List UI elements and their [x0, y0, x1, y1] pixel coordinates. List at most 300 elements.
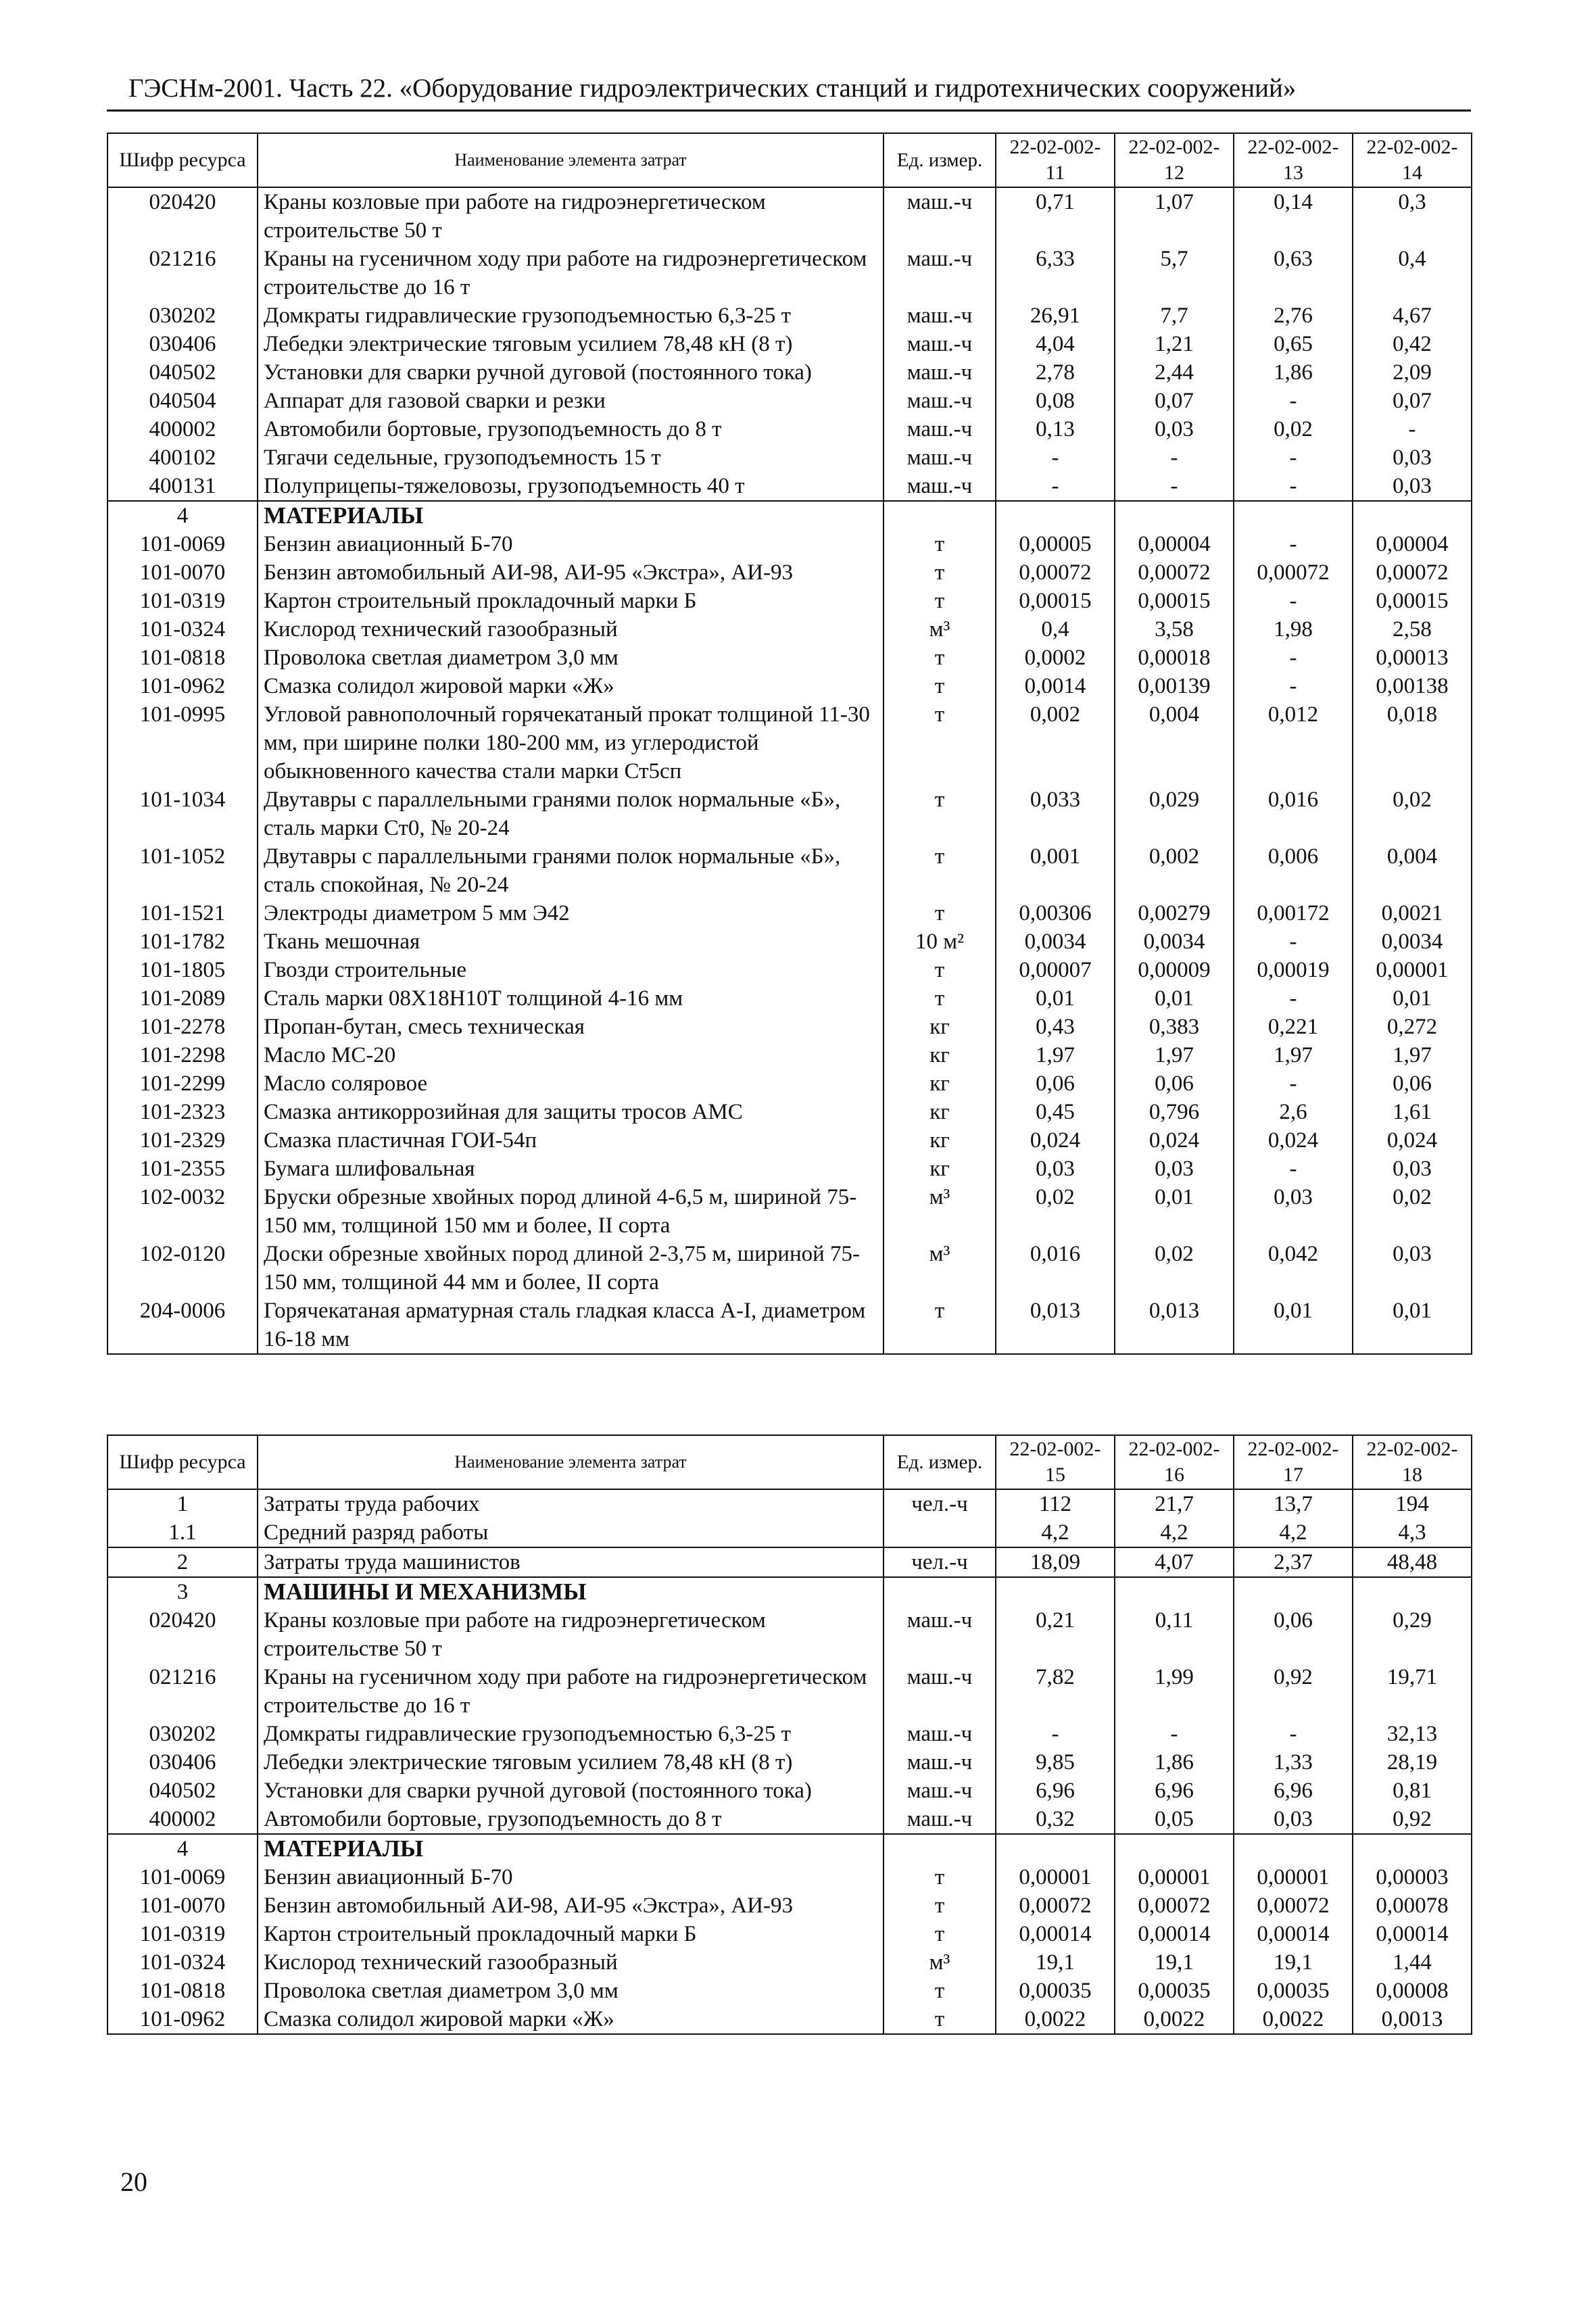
unit-cell: т — [884, 842, 996, 899]
unit-cell: м³ — [884, 1948, 996, 1977]
resource-code-cell: 101-2329 — [107, 1126, 258, 1155]
table-row — [107, 1240, 1472, 1297]
resource-code-cell: 101-1521 — [107, 899, 258, 927]
value-cell: 0,14 — [1234, 187, 1353, 245]
value-cell — [1115, 1834, 1234, 1863]
table-row — [107, 1805, 1472, 1834]
value-cell: 1,86 — [1234, 358, 1353, 387]
value-cell: 0,00035 — [996, 1977, 1115, 2005]
value-cell: 0,81 — [1353, 1777, 1472, 1805]
value-cell: 0,00139 — [1115, 672, 1234, 700]
value-cell: 0,06 — [996, 1069, 1115, 1098]
value-cell: 2,37 — [1234, 1547, 1353, 1577]
resource-name-cell: Затраты труда машинистов — [258, 1547, 884, 1577]
unit-cell: кг — [884, 1069, 996, 1098]
value-cell: 0,03 — [1353, 1240, 1472, 1297]
value-cell: 0,00072 — [996, 1891, 1115, 1920]
table-row — [107, 956, 1472, 984]
resource-code-cell: 1.1 — [107, 1518, 258, 1547]
value-cell: - — [1234, 587, 1353, 615]
value-cell: 1,21 — [1115, 330, 1234, 358]
table-row — [107, 1069, 1472, 1098]
resource-name-cell: Автомобили бортовые, грузоподъемность до 8 т — [258, 1805, 884, 1834]
value-cell: 0,00003 — [1353, 1863, 1472, 1891]
resource-code-cell: 3 — [107, 1577, 258, 1606]
col-header-22-02-002-18: 22-02-002-18 — [1353, 1435, 1472, 1489]
value-cell: 0,018 — [1353, 700, 1472, 786]
resource-name-cell: Полуприцепы-тяжеловозы, грузоподъемность 40 т — [258, 472, 884, 501]
resource-table-bottom — [107, 1434, 1472, 2035]
unit-cell: т — [884, 587, 996, 615]
table-row — [107, 245, 1472, 301]
value-cell: - — [1234, 672, 1353, 700]
unit-cell — [884, 501, 996, 530]
value-cell: 0,272 — [1353, 1013, 1472, 1041]
resource-code-cell: 101-2299 — [107, 1069, 258, 1098]
table-row — [107, 1098, 1472, 1126]
value-cell: - — [1234, 1069, 1353, 1098]
resource-code-cell: 101-0324 — [107, 1948, 258, 1977]
unit-cell: т — [884, 2005, 996, 2034]
col-header-unit: Ед. измер. — [884, 1435, 996, 1489]
value-cell: 0,024 — [996, 1126, 1115, 1155]
unit-cell: маш.-ч — [884, 387, 996, 415]
resource-name-cell: Лебедки электрические тяговым усилием 78,48 кН (8 т) — [258, 1748, 884, 1777]
value-cell: 0,00009 — [1115, 956, 1234, 984]
value-cell: 0,4 — [1353, 245, 1472, 301]
value-cell: 0,92 — [1234, 1663, 1353, 1720]
resource-code-cell: 040502 — [107, 1777, 258, 1805]
value-cell: 0,11 — [1115, 1606, 1234, 1663]
value-cell: 13,7 — [1234, 1489, 1353, 1518]
col-header-22-02-002-14: 22-02-002-14 — [1353, 133, 1472, 187]
resource-name-cell: Двутавры с параллельными гранями полок нормальные «Б», сталь марки Ст0, № 20-24 — [258, 786, 884, 842]
resource-name-cell: Краны на гусеничном ходу при работе на гидроэнергетическом строительстве до 16 т — [258, 1663, 884, 1720]
table-row — [107, 1720, 1472, 1748]
value-cell: 0,024 — [1234, 1126, 1353, 1155]
value-cell: 0,00015 — [996, 587, 1115, 615]
value-cell: 0,00001 — [1353, 956, 1472, 984]
resource-code-cell: 101-2323 — [107, 1098, 258, 1126]
value-cell: 0,06 — [1115, 1069, 1234, 1098]
value-cell: 0,02 — [1234, 415, 1353, 443]
value-cell: 19,1 — [1115, 1948, 1234, 1977]
value-cell: 0,013 — [1115, 1297, 1234, 1354]
table-row — [107, 472, 1472, 501]
value-cell: 0,06 — [1234, 1606, 1353, 1663]
value-cell: 0,00015 — [1353, 587, 1472, 615]
table-row — [107, 1297, 1472, 1354]
section-row — [107, 1577, 1472, 1606]
value-cell — [996, 1834, 1115, 1863]
resource-name-cell: Угловой равнополочный горячекатаный прокат толщиной 11-30 мм, при ширине полки 180-200 мм, из углеродистой обыкновенного качества стали марки Ст5сп — [258, 700, 884, 786]
table-row — [107, 1863, 1472, 1891]
resource-code-cell: 101-0319 — [107, 1920, 258, 1948]
table-row — [107, 700, 1472, 786]
table-row — [107, 1891, 1472, 1920]
value-cell: - — [1234, 644, 1353, 672]
unit-cell: т — [884, 1863, 996, 1891]
value-cell: - — [996, 443, 1115, 472]
value-cell: 0,383 — [1115, 1013, 1234, 1041]
value-cell: 0,016 — [996, 1240, 1115, 1297]
value-cell: 0,02 — [1115, 1240, 1234, 1297]
value-cell — [1353, 1834, 1472, 1863]
value-cell: 0,00072 — [1234, 1891, 1353, 1920]
value-cell: 0,07 — [1115, 387, 1234, 415]
resource-code-cell: 101-0070 — [107, 1891, 258, 1920]
value-cell: 0,13 — [996, 415, 1115, 443]
value-cell: 0,006 — [1234, 842, 1353, 899]
value-cell: 0,01 — [1234, 1297, 1353, 1354]
value-cell — [996, 1577, 1115, 1606]
table-row — [107, 1663, 1472, 1720]
value-cell: 1,44 — [1353, 1948, 1472, 1977]
resource-code-cell: 030406 — [107, 330, 258, 358]
resource-code-cell: 400002 — [107, 415, 258, 443]
table-row — [107, 415, 1472, 443]
resource-name-cell: Бензин автомобильный АИ-98, АИ-95 «Экстра», АИ-93 — [258, 558, 884, 587]
value-cell: 0,02 — [1353, 1183, 1472, 1240]
resource-name-cell: Двутавры с параллельными гранями полок нормальные «Б», сталь спокойная, № 20-24 — [258, 842, 884, 899]
table-row — [107, 387, 1472, 415]
value-cell: 0,0034 — [1115, 927, 1234, 956]
value-cell: 4,2 — [1234, 1518, 1353, 1547]
resource-code-cell: 040502 — [107, 358, 258, 387]
value-cell: 0,0021 — [1353, 899, 1472, 927]
table-row — [107, 1126, 1472, 1155]
value-cell: 2,44 — [1115, 358, 1234, 387]
unit-cell — [884, 1577, 996, 1606]
unit-cell: маш.-ч — [884, 330, 996, 358]
value-cell: 2,76 — [1234, 301, 1353, 330]
unit-cell: 10 м² — [884, 927, 996, 956]
value-cell: 0,03 — [1353, 472, 1472, 501]
table-row — [107, 443, 1472, 472]
value-cell: 0,00015 — [1115, 587, 1234, 615]
resource-code-cell: 030406 — [107, 1748, 258, 1777]
value-cell — [996, 501, 1115, 530]
value-cell: 0,03 — [1234, 1183, 1353, 1240]
table-row — [107, 615, 1472, 644]
value-cell: 4,2 — [1115, 1518, 1234, 1547]
unit-cell: маш.-ч — [884, 1805, 996, 1834]
unit-cell: маш.-ч — [884, 187, 996, 245]
unit-cell: маш.-ч — [884, 1606, 996, 1663]
table-row — [107, 587, 1472, 615]
value-cell: - — [1115, 1720, 1234, 1748]
value-cell: - — [996, 1720, 1115, 1748]
resource-name-cell: Бензин автомобильный АИ-98, АИ-95 «Экстра», АИ-93 — [258, 1891, 884, 1920]
value-cell: 0,01 — [996, 984, 1115, 1013]
resource-code-cell: 101-0962 — [107, 672, 258, 700]
table-row — [107, 672, 1472, 700]
unit-cell: чел.-ч — [884, 1547, 996, 1577]
value-cell: 0,02 — [996, 1183, 1115, 1240]
resource-code-cell: 101-1805 — [107, 956, 258, 984]
unit-cell: маш.-ч — [884, 1720, 996, 1748]
resource-code-cell: 102-0120 — [107, 1240, 258, 1297]
value-cell: 0,029 — [1115, 786, 1234, 842]
value-cell: 3,58 — [1115, 615, 1234, 644]
table-row — [107, 530, 1472, 558]
value-cell: 0,796 — [1115, 1098, 1234, 1126]
value-cell: 0,45 — [996, 1098, 1115, 1126]
unit-cell — [884, 1834, 996, 1863]
unit-cell: кг — [884, 1098, 996, 1126]
resource-name-cell: Смазка пластичная ГОИ-54п — [258, 1126, 884, 1155]
unit-cell: маш.-ч — [884, 245, 996, 301]
unit-cell: т — [884, 899, 996, 927]
value-cell: 0,013 — [996, 1297, 1115, 1354]
resource-name-cell: Установки для сварки ручной дуговой (постоянного тока) — [258, 358, 884, 387]
col-header-22-02-002-12: 22-02-002-12 — [1115, 133, 1234, 187]
value-cell: 4,07 — [1115, 1547, 1234, 1577]
resource-code-cell: 101-0069 — [107, 1863, 258, 1891]
col-header-22-02-002-13: 22-02-002-13 — [1234, 133, 1353, 187]
resource-code-cell: 101-0324 — [107, 615, 258, 644]
resource-name-cell: Доски обрезные хвойных пород длиной 2-3,75 м, шириной 75-150 мм, толщиной 44 мм и более, II сорта — [258, 1240, 884, 1297]
resource-name-cell: Проволока светлая диаметром 3,0 мм — [258, 1977, 884, 2005]
value-cell: 0,29 — [1353, 1606, 1472, 1663]
value-cell: 0,01 — [1353, 1297, 1472, 1354]
resource-name-cell: Бумага шлифовальная — [258, 1155, 884, 1183]
resource-code-cell: 101-0962 — [107, 2005, 258, 2034]
value-cell: 0,00072 — [1353, 558, 1472, 587]
resource-code-cell: 030202 — [107, 1720, 258, 1748]
unit-cell: маш.-ч — [884, 415, 996, 443]
unit-cell: кг — [884, 1013, 996, 1041]
value-cell — [1353, 501, 1472, 530]
resource-name-cell: Ткань мешочная — [258, 927, 884, 956]
resource-code-cell: 020420 — [107, 1606, 258, 1663]
col-header-name: Наименование элемента затрат — [258, 1435, 884, 1489]
table-row — [107, 301, 1472, 330]
unit-cell: маш.-ч — [884, 472, 996, 501]
value-cell: 0,024 — [1115, 1126, 1234, 1155]
value-cell: 0,221 — [1234, 1013, 1353, 1041]
resource-code-cell: 040504 — [107, 387, 258, 415]
value-cell: 0,00008 — [1353, 1977, 1472, 2005]
value-cell: 0,00072 — [1115, 558, 1234, 587]
value-cell: 194 — [1353, 1489, 1472, 1518]
resource-name-cell: Кислород технический газообразный — [258, 1948, 884, 1977]
value-cell: 0,00035 — [1234, 1977, 1353, 2005]
resource-name-cell: Средний разряд работы — [258, 1518, 884, 1547]
resource-code-cell: 2 — [107, 1547, 258, 1577]
value-cell: 1,33 — [1234, 1748, 1353, 1777]
resource-name-cell: Краны козловые при работе на гидроэнергетическом строительстве 50 т — [258, 187, 884, 245]
resource-code-cell: 400002 — [107, 1805, 258, 1834]
resource-name-cell: Горячекатаная арматурная сталь гладкая класса А-I, диаметром 16-18 мм — [258, 1297, 884, 1354]
value-cell: - — [1234, 472, 1353, 501]
value-cell: 6,96 — [996, 1777, 1115, 1805]
table-row — [107, 1948, 1472, 1977]
resource-name-cell: Электроды диаметром 5 мм Э42 — [258, 899, 884, 927]
resource-code-cell: 400131 — [107, 472, 258, 501]
resource-name-cell: Картон строительный прокладочный марки Б — [258, 587, 884, 615]
col-header-22-02-002-16: 22-02-002-16 — [1115, 1435, 1234, 1489]
value-cell: 0,03 — [1353, 443, 1472, 472]
resource-code-cell: 101-0070 — [107, 558, 258, 587]
value-cell: 19,1 — [996, 1948, 1115, 1977]
value-cell: - — [1234, 530, 1353, 558]
value-cell: 0,00172 — [1234, 899, 1353, 927]
resource-name-cell: Бруски обрезные хвойных пород длиной 4-6,5 м, шириной 75-150 мм, толщиной 150 мм и более, II сорта — [258, 1183, 884, 1240]
value-cell: 1,07 — [1115, 187, 1234, 245]
table-row — [107, 1777, 1472, 1805]
resource-code-cell: 1 — [107, 1489, 258, 1518]
value-cell: 0,0013 — [1353, 2005, 1472, 2034]
table-row — [107, 1155, 1472, 1183]
resource-name-cell: Краны на гусеничном ходу при работе на гидроэнергетическом строительстве до 16 т — [258, 245, 884, 301]
value-cell: 0,00279 — [1115, 899, 1234, 927]
value-cell: 0,00005 — [996, 530, 1115, 558]
value-cell: 1,97 — [1234, 1041, 1353, 1069]
resource-code-cell: 102-0032 — [107, 1183, 258, 1240]
value-cell: 0,92 — [1353, 1805, 1472, 1834]
value-cell: 0,32 — [996, 1805, 1115, 1834]
resource-code-cell: 101-2089 — [107, 984, 258, 1013]
col-header-22-02-002-11: 22-02-002-11 — [996, 133, 1115, 187]
value-cell: 0,00072 — [1234, 558, 1353, 587]
value-cell: 0,01 — [1115, 1183, 1234, 1240]
value-cell: - — [1353, 415, 1472, 443]
col-header-22-02-002-17: 22-02-002-17 — [1234, 1435, 1353, 1489]
value-cell: 7,82 — [996, 1663, 1115, 1720]
value-cell: 0,02 — [1353, 786, 1472, 842]
value-cell: - — [1234, 1720, 1353, 1748]
value-cell: 0,0034 — [1353, 927, 1472, 956]
resource-name-cell: Смазка антикоррозийная для защиты тросов АМС — [258, 1098, 884, 1126]
header-rule — [107, 110, 1471, 112]
value-cell: 0,00004 — [1353, 530, 1472, 558]
resource-name-cell: Бензин авиационный Б-70 — [258, 1863, 884, 1891]
value-cell: 1,61 — [1353, 1098, 1472, 1126]
table-row — [107, 984, 1472, 1013]
value-cell: 2,09 — [1353, 358, 1472, 387]
value-cell: 32,13 — [1353, 1720, 1472, 1748]
value-cell: 0,03 — [1115, 415, 1234, 443]
unit-cell: т — [884, 644, 996, 672]
page-header: ГЭСНм-2001. Часть 22. «Оборудование гидроэлектрических станций и гидротехнических сооружений» — [128, 74, 1297, 103]
table-row — [107, 1748, 1472, 1777]
value-cell: 0,00014 — [996, 1920, 1115, 1948]
resource-name-cell: Домкраты гидравлические грузоподъемностью 6,3-25 т — [258, 301, 884, 330]
unit-cell: т — [884, 786, 996, 842]
value-cell: 1,86 — [1115, 1748, 1234, 1777]
table-row — [107, 786, 1472, 842]
value-cell: 0,004 — [1115, 700, 1234, 786]
value-cell: 6,33 — [996, 245, 1115, 301]
value-cell — [1234, 1834, 1353, 1863]
table-row — [107, 330, 1472, 358]
value-cell: 48,48 — [1353, 1547, 1472, 1577]
unit-cell: т — [884, 672, 996, 700]
col-header-code: Шифр ресурса — [107, 133, 258, 187]
resource-table-top — [107, 132, 1472, 1355]
value-cell: 0,03 — [996, 1155, 1115, 1183]
value-cell: - — [1115, 443, 1234, 472]
value-cell: - — [1234, 927, 1353, 956]
unit-cell: т — [884, 984, 996, 1013]
resource-name-cell: Пропан-бутан, смесь техническая — [258, 1013, 884, 1041]
resource-code-cell: 400102 — [107, 443, 258, 472]
value-cell: 0,00014 — [1234, 1920, 1353, 1948]
unit-cell: маш.-ч — [884, 443, 996, 472]
value-cell: 4,04 — [996, 330, 1115, 358]
value-cell: 0,00004 — [1115, 530, 1234, 558]
value-cell: 0,00138 — [1353, 672, 1472, 700]
value-cell: 0,0014 — [996, 672, 1115, 700]
value-cell: 1,97 — [1353, 1041, 1472, 1069]
resource-code-cell: 204-0006 — [107, 1297, 258, 1354]
value-cell: 0,00078 — [1353, 1891, 1472, 1920]
unit-cell: т — [884, 956, 996, 984]
resource-name-cell: Масло соляровое — [258, 1069, 884, 1098]
unit-cell: маш.-ч — [884, 1777, 996, 1805]
unit-cell: маш.-ч — [884, 301, 996, 330]
value-cell: 0,0034 — [996, 927, 1115, 956]
table-row — [107, 558, 1472, 587]
resource-code-cell: 101-0995 — [107, 700, 258, 786]
unit-cell: кг — [884, 1126, 996, 1155]
value-cell: 28,19 — [1353, 1748, 1472, 1777]
value-cell: 0,01 — [1353, 984, 1472, 1013]
resource-name-cell: Автомобили бортовые, грузоподъемность до 8 т — [258, 415, 884, 443]
unit-cell: т — [884, 530, 996, 558]
value-cell: 0,71 — [996, 187, 1115, 245]
value-cell: 0,00072 — [1115, 1891, 1234, 1920]
table-row — [107, 1489, 1472, 1518]
resource-code-cell: 101-1034 — [107, 786, 258, 842]
resource-code-cell: 4 — [107, 501, 258, 530]
table-row — [107, 1183, 1472, 1240]
value-cell: 0,00019 — [1234, 956, 1353, 984]
resource-name-cell: Краны козловые при работе на гидроэнергетическом строительстве 50 т — [258, 1606, 884, 1663]
value-cell: 26,91 — [996, 301, 1115, 330]
unit-cell: маш.-ч — [884, 1748, 996, 1777]
resource-name-cell: МАШИНЫ И МЕХАНИЗМЫ — [258, 1577, 884, 1606]
value-cell: 0,00306 — [996, 899, 1115, 927]
unit-cell: чел.-ч — [884, 1489, 996, 1518]
unit-cell: т — [884, 1920, 996, 1948]
value-cell: 0,00007 — [996, 956, 1115, 984]
resource-code-cell: 101-0818 — [107, 644, 258, 672]
resource-code-cell: 101-2298 — [107, 1041, 258, 1069]
value-cell: 0,00014 — [1353, 1920, 1472, 1948]
resource-name-cell: Картон строительный прокладочный марки Б — [258, 1920, 884, 1948]
unit-cell — [884, 1518, 996, 1547]
resource-name-cell: Домкраты гидравлические грузоподъемностью 6,3-25 т — [258, 1720, 884, 1748]
resource-name-cell: Сталь марки 08Х18Н10Т толщиной 4-16 мм — [258, 984, 884, 1013]
resource-name-cell: Лебедки электрические тяговым усилием 78,48 кН (8 т) — [258, 330, 884, 358]
unit-cell: маш.-ч — [884, 1663, 996, 1720]
table-row — [107, 1041, 1472, 1069]
resource-code-cell: 101-2278 — [107, 1013, 258, 1041]
table-row — [107, 187, 1472, 245]
table-row — [107, 644, 1472, 672]
value-cell — [1234, 501, 1353, 530]
unit-cell: м³ — [884, 615, 996, 644]
unit-cell: м³ — [884, 1240, 996, 1297]
unit-cell: кг — [884, 1041, 996, 1069]
resource-name-cell: Смазка солидол жировой марки «Ж» — [258, 2005, 884, 2034]
value-cell: 0,00035 — [1115, 1977, 1234, 2005]
table-row — [107, 899, 1472, 927]
value-cell: 0,004 — [1353, 842, 1472, 899]
resource-name-cell: Гвозди строительные — [258, 956, 884, 984]
